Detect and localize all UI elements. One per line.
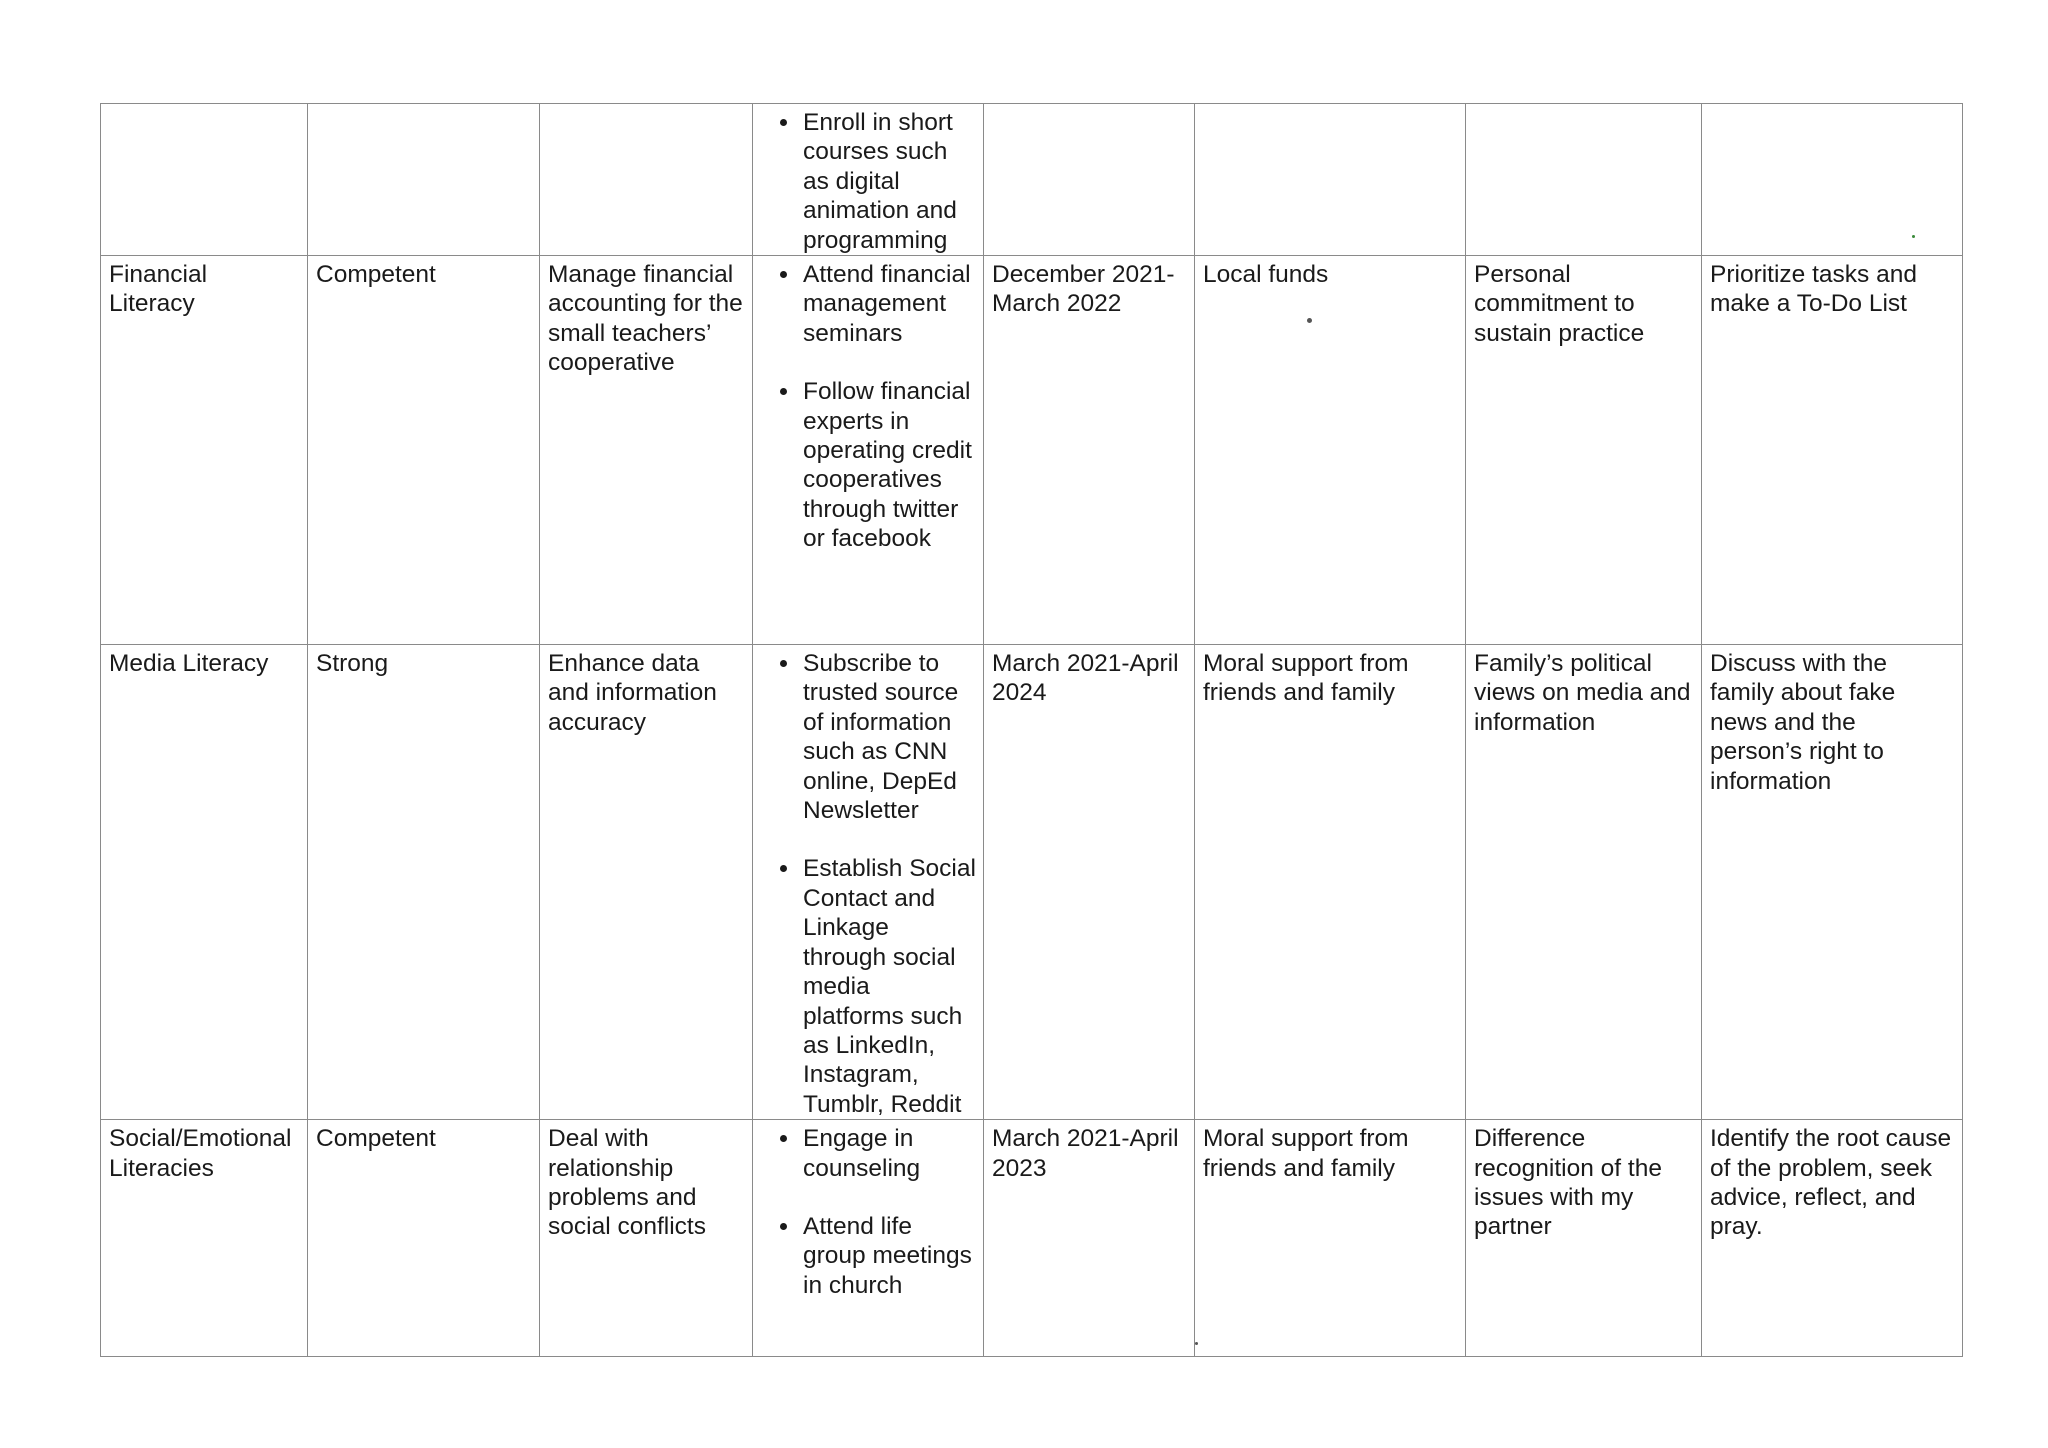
strategy-item: • Attend financial management seminars (801, 260, 977, 348)
strategy-item: • Follow financial experts in operating credit cooperatives through twitter or facebook (801, 377, 977, 553)
strategy-list (753, 260, 977, 554)
scan-speck (1307, 318, 1312, 323)
objective-cell (540, 104, 753, 256)
scan-speck (1195, 1342, 1198, 1345)
development-plan-table (100, 103, 1963, 1357)
competency-cell: Social/Emotional Literacies (101, 1120, 308, 1357)
level-cell: Competent (308, 256, 540, 645)
timeline-cell: December 2021-March 2022 (984, 256, 1195, 645)
timeline-cell: March 2021-April 2024 (984, 645, 1195, 1120)
competency-cell (101, 104, 308, 256)
resources-cell: Moral support from friends and family (1195, 645, 1466, 1120)
strategy-item: • Attend life group meetings in church (801, 1212, 977, 1300)
level-cell (308, 104, 540, 256)
level-cell: Strong (308, 645, 540, 1120)
table-row (101, 104, 1963, 256)
strategies-cell (753, 1120, 984, 1357)
timeline-cell: March 2021-April 2023 (984, 1120, 1195, 1357)
strategy-list (753, 1124, 977, 1300)
level-cell: Competent (308, 1120, 540, 1357)
strategy-item: • Enroll in short courses such as digital animation and programming (801, 108, 977, 255)
table-row (101, 645, 1963, 1120)
competency-cell: Media Literacy (101, 645, 308, 1120)
solutions-cell: Identify the root cause of the problem, seek advice, reflect, and pray. (1702, 1120, 1963, 1357)
strategies-cell (753, 256, 984, 645)
table-row (101, 256, 1963, 645)
resources-cell: Local funds (1195, 256, 1466, 645)
scan-speck (1912, 235, 1915, 238)
timeline-cell (984, 104, 1195, 256)
strategy-item: • Subscribe to trusted source of information such as CNN online, DepEd Newsletter (801, 649, 977, 825)
strategy-item: • Engage in counseling (801, 1124, 977, 1183)
strategy-list (753, 649, 977, 1119)
strategy-item: • Establish Social Contact and Linkage through social media platforms such as LinkedIn, Instagram, Tumblr, Reddit (801, 854, 977, 1119)
competency-cell: Financial Literacy (101, 256, 308, 645)
resources-cell (1195, 104, 1466, 256)
strategies-cell (753, 645, 984, 1120)
challenges-cell (1466, 104, 1702, 256)
strategies-cell (753, 104, 984, 256)
objective-cell: Manage financial accounting for the small teachers’ cooperative (540, 256, 753, 645)
table-row (101, 1120, 1963, 1357)
solutions-cell (1702, 104, 1963, 256)
solutions-cell: Discuss with the family about fake news and the person’s right to information (1702, 645, 1963, 1120)
strategy-list (753, 108, 977, 255)
challenges-cell: Personal commitment to sustain practice (1466, 256, 1702, 645)
challenges-cell: Family’s political views on media and information (1466, 645, 1702, 1120)
objective-cell: Enhance data and information accuracy (540, 645, 753, 1120)
objective-cell: Deal with relationship problems and social conflicts (540, 1120, 753, 1357)
resources-cell: Moral support from friends and family (1195, 1120, 1466, 1357)
challenges-cell: Difference recognition of the issues with my partner (1466, 1120, 1702, 1357)
solutions-cell: Prioritize tasks and make a To-Do List (1702, 256, 1963, 645)
